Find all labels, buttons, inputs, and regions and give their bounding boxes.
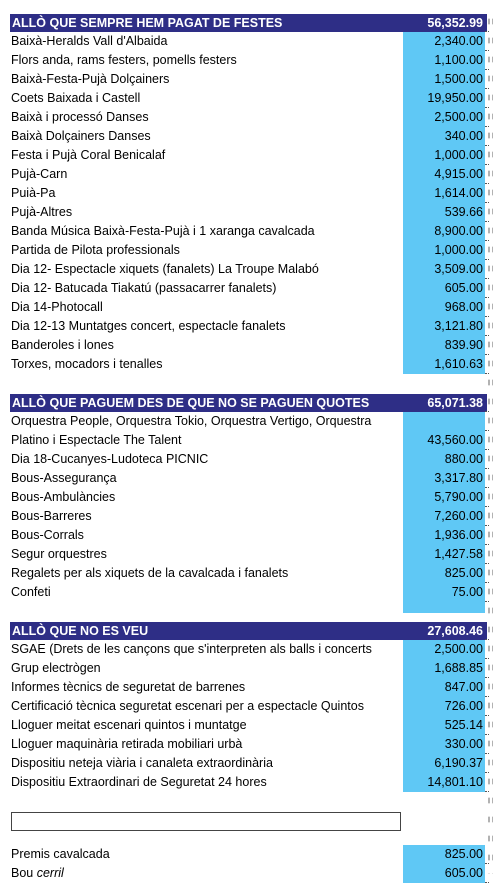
row-label: Dia 12- Espectacle xiquets (fanalets) La Troupe Malabó [11, 262, 319, 276]
row-amount: 1,000.00 [403, 241, 485, 260]
row-label: Dia 18-Cucanyes-Ludoteca PICNIC [11, 452, 209, 466]
table-row[interactable] [10, 127, 487, 146]
row-label: Bou cerril [11, 866, 64, 880]
row-amount: 539.66 [403, 203, 485, 222]
table-row[interactable] [10, 89, 487, 108]
row-amount: 75.00 [403, 583, 485, 602]
table-row[interactable] [10, 203, 487, 222]
section-total: 27,608.46 [403, 622, 485, 640]
table-row[interactable] [10, 526, 487, 545]
section-title: ALLÒ QUE SEMPRE HEM PAGAT DE FESTES [12, 16, 283, 30]
row-amount: 880.00 [403, 450, 485, 469]
row-label: Confeti [11, 585, 51, 599]
row-amount: 839.90 [403, 336, 485, 355]
spacer [10, 792, 487, 812]
row-label: Festa i Pujà Coral Benicalaf [11, 148, 166, 162]
table-row[interactable] [10, 583, 487, 602]
row-amount: 1,936.00 [403, 526, 485, 545]
row-label: Certificació tècnica seguretat escenari per a espectacle Quintos [11, 699, 364, 713]
row-amount: 2,500.00 [403, 640, 485, 659]
row-amount: 2,340.00 [403, 32, 485, 51]
table-row[interactable] [10, 108, 487, 127]
table-row[interactable] [10, 431, 487, 450]
row-label: Dia 12- Batucada Tiakatú (passacarrer fanalets) [11, 281, 277, 295]
row-amount: 3,121.80 [403, 317, 485, 336]
row-label: Premis cavalcada [11, 847, 110, 861]
table-row[interactable] [10, 545, 487, 564]
section-header-festes[interactable] [10, 14, 487, 32]
section-header-no-es-veu[interactable] [10, 622, 487, 640]
table-row[interactable] [10, 355, 487, 374]
table-row[interactable] [10, 412, 487, 431]
empty-cell-box[interactable] [10, 812, 487, 832]
table-row[interactable] [10, 317, 487, 336]
row-amount: 14,801.10 [403, 773, 485, 792]
section-total: 56,352.99 [403, 14, 485, 32]
spreadsheet [10, 14, 487, 883]
row-label: Lloguer maquinària retirada mobiliari urbà [11, 737, 243, 751]
row-label: Partida de Pilota professionals [11, 243, 180, 257]
row-amount: 1,100.00 [403, 51, 485, 70]
row-label: Regalets per als xiquets de la cavalcada i fanalets [11, 566, 289, 580]
row-label: Coets Baixada i Castell [11, 91, 141, 105]
table-row[interactable] [10, 469, 487, 488]
row-label: Dispositiu Extraordinari de Seguretat 24 hores [11, 775, 267, 789]
table-row[interactable] [10, 864, 487, 883]
row-label: Pujà-Carn [11, 167, 68, 181]
table-row[interactable] [10, 564, 487, 583]
spacer [10, 613, 487, 622]
row-amount: 6,190.37 [403, 754, 485, 773]
table-row[interactable] [10, 678, 487, 697]
row-amount: 726.00 [403, 697, 485, 716]
row-amount: 5,790.00 [403, 488, 485, 507]
section-total: 65,071.38 [403, 394, 485, 412]
row-label: Dia 14-Photocall [11, 300, 103, 314]
row-amount: 3,509.00 [403, 260, 485, 279]
row-label: Torxes, mocadors i tenalles [11, 357, 163, 371]
row-amount [403, 412, 485, 431]
row-amount: 4,915.00 [403, 165, 485, 184]
row-amount: 525.14 [403, 716, 485, 735]
spacer [10, 832, 487, 845]
spacer [10, 386, 487, 394]
table-row[interactable] [10, 507, 487, 526]
table-row[interactable] [10, 279, 487, 298]
row-label: Bous-Corrals [11, 528, 84, 542]
row-label: Pujà-Altres [11, 205, 73, 219]
row-label: Bous-Barreres [11, 509, 92, 523]
section-festes-rows [10, 32, 487, 374]
row-label: Lloguer meitat escenari quintos i muntatge [11, 718, 247, 732]
table-row[interactable] [10, 222, 487, 241]
section-header-quotes[interactable] [10, 394, 487, 412]
row-label: Flors anda, rams festers, pomells festers [11, 53, 237, 67]
row-label: Banda Música Baixà-Festa-Pujà i 1 xaranga cavalcada [11, 224, 315, 238]
spacer [10, 374, 487, 386]
row-label: Baixà-Heralds Vall d'Albaida [11, 34, 168, 48]
row-label: Orquestra People, Orquestra Tokio, Orquestra Vertigo, Orquestra [11, 414, 372, 428]
row-label: SGAE (Drets de les cançons que s'interpreten als balls i concerts [11, 642, 372, 656]
row-label: Grup electrògen [11, 661, 101, 675]
table-row[interactable] [10, 165, 487, 184]
row-label: Baixà i processó Danses [11, 110, 149, 124]
table-row[interactable] [10, 773, 487, 792]
row-amount: 340.00 [403, 127, 485, 146]
table-row[interactable] [10, 32, 487, 51]
table-row[interactable] [10, 184, 487, 203]
row-amount: 825.00 [403, 845, 485, 864]
row-amount: 1,610.63 [403, 355, 485, 374]
row-label: Platino i Espectacle The Talent [11, 433, 182, 447]
row-amount: 968.00 [403, 298, 485, 317]
table-row[interactable] [10, 640, 487, 659]
row-amount: 605.00 [403, 279, 485, 298]
row-amount: 1,427.58 [403, 545, 485, 564]
table-row[interactable] [10, 659, 487, 678]
row-label: Dia 12-13 Muntatges concert, espectacle fanalets [11, 319, 286, 333]
row-amount: 3,317.80 [403, 469, 485, 488]
section-title: ALLÒ QUE PAGUEM DES DE QUE NO SE PAGUEN QUOTES [12, 396, 370, 410]
table-row[interactable] [10, 298, 487, 317]
table-row[interactable] [10, 260, 487, 279]
table-row[interactable] [10, 845, 487, 864]
row-label: Dispositiu neteja viària i canaleta extraordinària [11, 756, 273, 770]
row-amount: 2,500.00 [403, 108, 485, 127]
table-row[interactable] [10, 336, 487, 355]
row-amount: 1,500.00 [403, 70, 485, 89]
table-row[interactable] [10, 697, 487, 716]
row-label: Baixà Dolçainers Danses [11, 129, 151, 143]
row-amount: 43,560.00 [403, 431, 485, 450]
section-quotes-rows [10, 412, 487, 602]
row-amount: 330.00 [403, 735, 485, 754]
row-amount: 605.00 [403, 864, 485, 883]
row-label: Bous-Ambulàncies [11, 490, 116, 504]
row-label: Puià-Pa [11, 186, 56, 200]
table-row[interactable] [10, 754, 487, 773]
row-amount: 847.00 [403, 678, 485, 697]
table-row[interactable] [10, 716, 487, 735]
spacer [10, 602, 487, 613]
row-amount: 8,900.00 [403, 222, 485, 241]
row-amount: 1,614.00 [403, 184, 485, 203]
row-amount: 825.00 [403, 564, 485, 583]
table-row[interactable] [10, 735, 487, 754]
table-row[interactable] [10, 70, 487, 89]
table-row[interactable] [10, 488, 487, 507]
row-label: Informes tècnics de seguretat de barrenes [11, 680, 246, 694]
table-row[interactable] [10, 241, 487, 260]
section-no-es-veu-rows [10, 640, 487, 792]
column-border-dots [487, 14, 493, 874]
section-title: ALLÒ QUE NO ES VEU [12, 624, 149, 638]
row-label: Banderoles i lones [11, 338, 114, 352]
row-amount: 7,260.00 [403, 507, 485, 526]
row-label: Bous-Assegurança [11, 471, 117, 485]
row-label: Baixà-Festa-Pujà Dolçainers [11, 72, 170, 86]
row-amount: 1,688.85 [403, 659, 485, 678]
row-label: Segur orquestres [11, 547, 107, 561]
row-amount: 1,000.00 [403, 146, 485, 165]
table-row[interactable] [10, 146, 487, 165]
table-row[interactable] [10, 51, 487, 70]
row-amount: 19,950.00 [403, 89, 485, 108]
table-row[interactable] [10, 450, 487, 469]
